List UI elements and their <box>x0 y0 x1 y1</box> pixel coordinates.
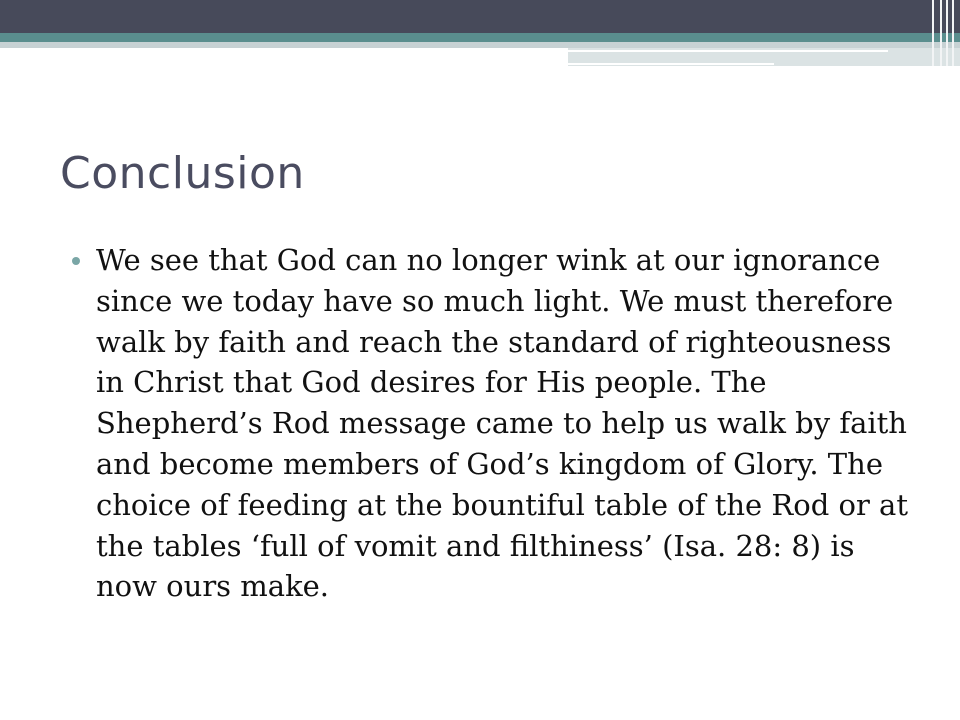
header-vertical-stripe <box>932 0 934 66</box>
header-band-dark <box>0 0 960 33</box>
bullet-list <box>72 240 922 607</box>
header-accent-line <box>568 50 888 52</box>
header-vertical-stripe <box>946 0 948 66</box>
bullet-text: We see that God can no longer wink at our ignorance since we today have so much light. We must therefore walk by faith and reach the standard of righteousness in Christ that God desires for His people. The Shepherd’s Rod message came to help us walk by faith and become members of God’s kingdom of Glory. The choice of feeding at the bountiful table of the Rod or at the tables ‘full of vomit and filthiness’ (Isa. 28: 8) is now ours make. <box>96 243 908 604</box>
bullet-item <box>72 240 922 607</box>
header-vertical-stripe <box>940 0 942 66</box>
bullet-dot-icon <box>72 257 80 265</box>
header-vertical-stripe <box>952 0 954 66</box>
header-band-teal <box>0 33 960 42</box>
slide-title: Conclusion <box>60 148 305 199</box>
header-accent-line-short <box>568 63 774 65</box>
